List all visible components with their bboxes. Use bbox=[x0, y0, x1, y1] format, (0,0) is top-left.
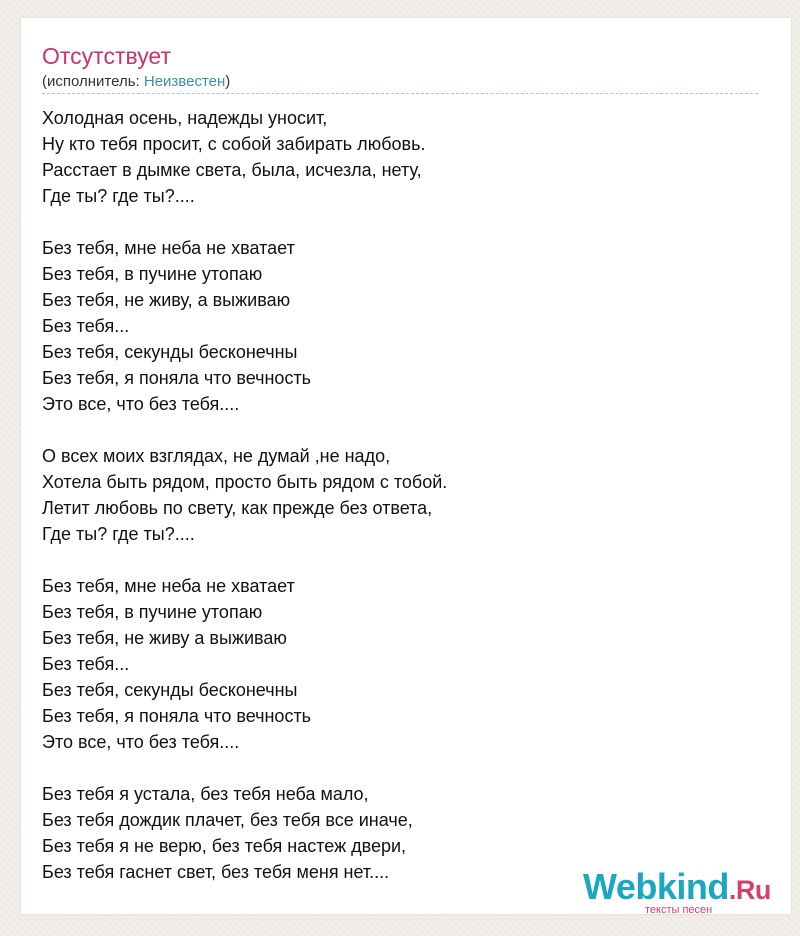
stanza-break bbox=[42, 209, 762, 235]
lyric-line: Без тебя, не живу, а выживаю bbox=[42, 290, 291, 310]
lyric-line: Без тебя... bbox=[42, 654, 130, 674]
lyric-line: Без тебя... bbox=[42, 316, 130, 336]
site-logo[interactable] bbox=[583, 866, 783, 916]
lyric-line: Без тебя гаснет свет, без тебя меня нет.... bbox=[42, 862, 390, 882]
lyric-line: Без тебя я устала, без тебя неба мало, bbox=[42, 784, 369, 804]
stanza-break bbox=[42, 755, 762, 781]
lyric-line: Летит любовь по свету, как прежде без ответа, bbox=[42, 498, 433, 518]
stanza-break bbox=[42, 417, 762, 443]
logo-wordmark bbox=[583, 866, 771, 908]
lyric-line: О всех моих взглядах, не думай ,не надо, bbox=[42, 446, 391, 466]
lyric-line: Без тебя, в пучине утопаю bbox=[42, 602, 263, 622]
artist-prefix: (исполнитель: bbox=[42, 73, 144, 90]
lyric-line: Без тебя я не верю, без тебя настеж двери, bbox=[42, 836, 407, 856]
title-divider bbox=[42, 93, 758, 94]
logo-tagline: тексты песен bbox=[645, 904, 713, 916]
stanza-break bbox=[42, 547, 762, 573]
lyric-line: Где ты? где ты?.... bbox=[42, 524, 195, 544]
artist-link[interactable]: Неизвестен bbox=[143, 73, 226, 90]
lyric-line: Где ты? где ты?.... bbox=[42, 186, 195, 206]
lyric-line: Без тебя, секунды бесконечны bbox=[42, 342, 298, 362]
artist-line bbox=[42, 73, 230, 90]
lyric-line: Без тебя, я поняла что вечность bbox=[42, 368, 312, 388]
lyric-line: Без тебя, не живу а выживаю bbox=[42, 628, 287, 648]
lyric-line: Ну кто тебя просит, с собой забирать любовь. bbox=[42, 134, 426, 154]
lyrics-text bbox=[42, 105, 762, 885]
lyric-line: Без тебя, мне неба не хватает bbox=[42, 238, 295, 258]
logo-main-text: Webkind bbox=[583, 866, 729, 907]
lyric-line: Хотела быть рядом, просто быть рядом с тобой. bbox=[42, 472, 448, 492]
logo-tld: .Ru bbox=[728, 875, 771, 905]
song-title: Отсутствует bbox=[42, 43, 171, 69]
lyric-line: Без тебя, секунды бесконечны bbox=[42, 680, 298, 700]
lyric-line: Без тебя, в пучине утопаю bbox=[42, 264, 263, 284]
lyric-line: Холодная осень, надежды уносит, bbox=[42, 108, 328, 128]
lyric-line: Это все, что без тебя.... bbox=[42, 394, 240, 414]
artist-suffix: ) bbox=[225, 73, 231, 90]
lyric-line: Расстает в дымке света, была, исчезла, нету, bbox=[42, 160, 422, 180]
lyric-line: Без тебя, я поняла что вечность bbox=[42, 706, 312, 726]
lyric-line: Это все, что без тебя.... bbox=[42, 732, 240, 752]
lyrics-card bbox=[21, 18, 791, 914]
lyric-line: Без тебя, мне неба не хватает bbox=[42, 576, 295, 596]
lyric-line: Без тебя дождик плачет, без тебя все иначе, bbox=[42, 810, 413, 830]
